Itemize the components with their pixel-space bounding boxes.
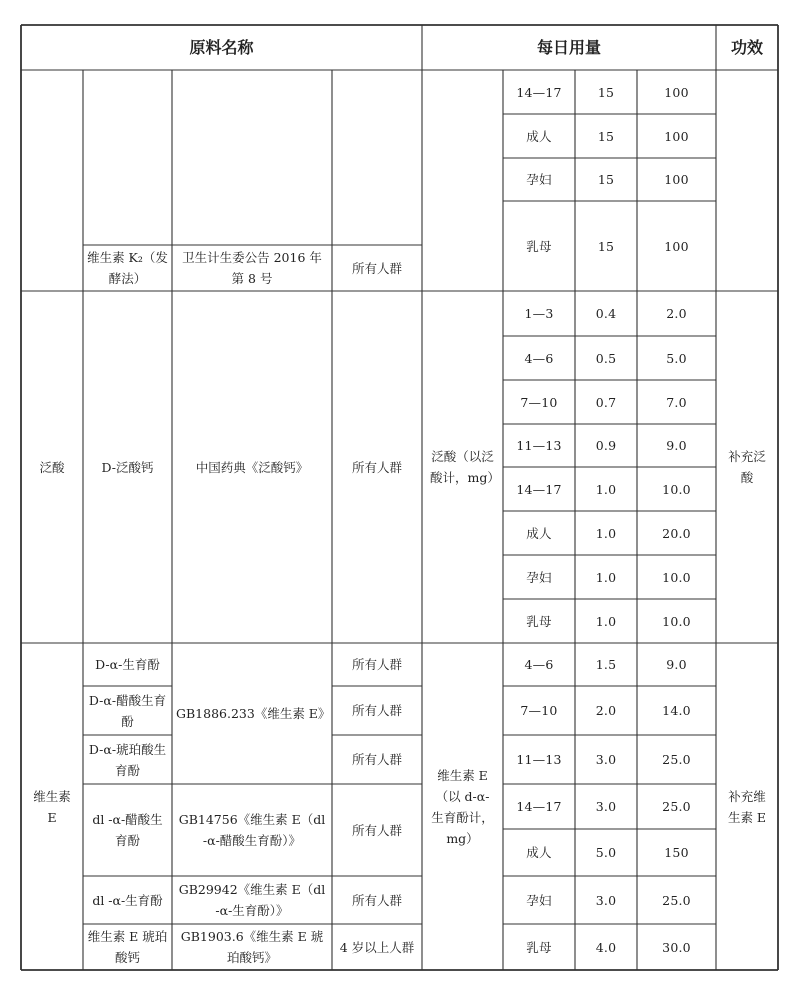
ve-dose-group: 4—6 <box>524 657 554 672</box>
ve-dose-max: 9.0 <box>666 657 687 672</box>
vitamin-k2-standard: 卫生计生委公告 2016 年第 8 号 <box>182 250 322 286</box>
pantothenic-nutrient: 泛酸 <box>39 459 65 475</box>
pa-dose-group: 11—13 <box>516 438 562 453</box>
pa-dose-max: 10.0 <box>662 613 691 629</box>
pa-dose-max: 9.0 <box>666 438 687 453</box>
ve-dose-min: 2.0 <box>595 703 617 718</box>
k2-dose-max: 100 <box>664 84 689 100</box>
pa-dose-min: 1.0 <box>595 569 617 585</box>
ve-dose-group: 成人 <box>526 845 552 860</box>
vitamin-e-compound: D-α-醋酸生育酚 <box>88 692 167 729</box>
pa-dose-group: 成人 <box>526 525 552 541</box>
ve-dose-group: 乳母 <box>526 939 552 955</box>
k2-dose-min: 15 <box>597 172 615 187</box>
ve-dose-max: 25.0 <box>662 892 691 908</box>
header-function: 功效 <box>730 38 763 57</box>
vitamin-k2-population: 所有人群 <box>351 260 402 276</box>
ve-dose-min: 3.0 <box>595 799 617 814</box>
vitamin-e-compound: D-α-生育酚 <box>95 657 160 672</box>
ve-dose-min: 3.0 <box>595 752 617 767</box>
header-daily-dose: 每日用量 <box>536 38 601 57</box>
vitamin-e-population: 所有人群 <box>351 703 402 718</box>
vitamin-e-compound: D-α-琥珀酸生育酚 <box>88 741 167 778</box>
pantothenic-compound: D-泛酸钙 <box>101 459 154 475</box>
pa-dose-min: 0.7 <box>595 394 617 410</box>
k2-dose-min: 15 <box>597 238 615 254</box>
ve-dose-group: 7—10 <box>520 703 558 718</box>
pa-dose-max: 7.0 <box>666 394 687 410</box>
vitamin-e-nutrient: 维生素 E <box>33 788 71 825</box>
ve-dose-max: 25.0 <box>662 799 691 814</box>
pa-dose-max: 20.0 <box>662 525 691 541</box>
pa-dose-min: 0.9 <box>595 438 617 453</box>
pa-dose-min: 1.0 <box>595 525 617 541</box>
vitamin-e-standard: GB14756《维生素 E（dl -α-醋酸生育酚）》 <box>178 812 326 848</box>
ve-dose-max: 30.0 <box>662 939 691 955</box>
k2-dose-max: 100 <box>664 238 689 254</box>
ve-dose-group: 孕妇 <box>526 892 552 908</box>
k2-dose-group: 成人 <box>526 128 552 144</box>
k2-dose-group: 孕妇 <box>526 172 552 187</box>
pa-dose-min: 0.4 <box>595 306 617 321</box>
vitamin-e-standard: GB29942《维生素 E（dl -α-生育酚）》 <box>178 882 326 918</box>
pantothenic-function: 补充泛酸 <box>728 449 766 485</box>
pa-dose-min: 0.5 <box>595 350 617 366</box>
pa-dose-group: 孕妇 <box>526 569 552 585</box>
pa-dose-group: 1—3 <box>524 306 554 321</box>
k2-dose-group: 14—17 <box>516 84 562 100</box>
k2-dose-min: 15 <box>597 84 615 100</box>
ve-dose-min: 5.0 <box>595 845 617 860</box>
ve-dose-max: 25.0 <box>662 752 691 767</box>
k2-dose-max: 100 <box>664 128 689 144</box>
pa-dose-group: 乳母 <box>526 613 552 629</box>
pa-dose-group: 14—17 <box>516 481 562 497</box>
header-ingredient-name: 原料名称 <box>189 38 254 57</box>
ve-dose-group: 14—17 <box>516 799 562 814</box>
pa-dose-group: 7—10 <box>520 394 558 410</box>
pa-dose-max: 10.0 <box>662 481 691 497</box>
vitamin-k2-compound: 维生素 K₂（发酵法） <box>87 250 168 286</box>
pa-dose-max: 2.0 <box>666 306 687 321</box>
pa-dose-max: 10.0 <box>662 569 691 585</box>
pantothenic-standard: 中国药典《泛酸钙》 <box>195 459 309 475</box>
pantothenic-measure: 泛酸（以泛酸计，mg） <box>430 449 500 485</box>
vitamin-e-population: 所有人群 <box>351 892 402 908</box>
pa-dose-max: 5.0 <box>666 350 687 366</box>
vitamin-e-compound: 维生素 E 琥珀酸钙 <box>87 929 168 965</box>
ve-dose-min: 1.5 <box>595 657 617 672</box>
vitamin-e-measure: 维生素 E（以 d-α-生育酚计，mg） <box>431 767 494 846</box>
pa-dose-min: 1.0 <box>595 613 617 629</box>
vitamin-e-population: 所有人群 <box>351 752 402 767</box>
k2-dose-group: 乳母 <box>526 238 552 254</box>
ve-dose-min: 4.0 <box>595 939 617 955</box>
pantothenic-population: 所有人群 <box>351 459 402 475</box>
vitamin-e-compound: dl -α-醋酸生育酚 <box>92 812 163 848</box>
vitamin-e-standard: GB1903.6《维生素 E 琥珀酸钙》 <box>180 929 324 965</box>
vitamin-e-population: 所有人群 <box>351 822 402 838</box>
vitamin-e-compound: dl -α-生育酚 <box>92 892 163 908</box>
vitamin-e-population: 所有人群 <box>351 657 402 672</box>
vitamin-e-population: 4 岁以上人群 <box>339 939 415 955</box>
pa-dose-min: 1.0 <box>595 481 617 497</box>
k2-dose-min: 15 <box>597 128 615 144</box>
k2-dose-max: 100 <box>664 172 689 187</box>
ve-dose-group: 11—13 <box>516 752 562 767</box>
ve-dose-max: 14.0 <box>662 703 691 718</box>
vitamin-e-standard: GB1886.233《维生素 E》 <box>176 706 331 721</box>
ve-dose-max: 150 <box>664 845 689 860</box>
pa-dose-group: 4—6 <box>524 350 554 366</box>
vitamin-e-function: 补充维生素 E <box>727 788 767 825</box>
ve-dose-min: 3.0 <box>595 892 617 908</box>
